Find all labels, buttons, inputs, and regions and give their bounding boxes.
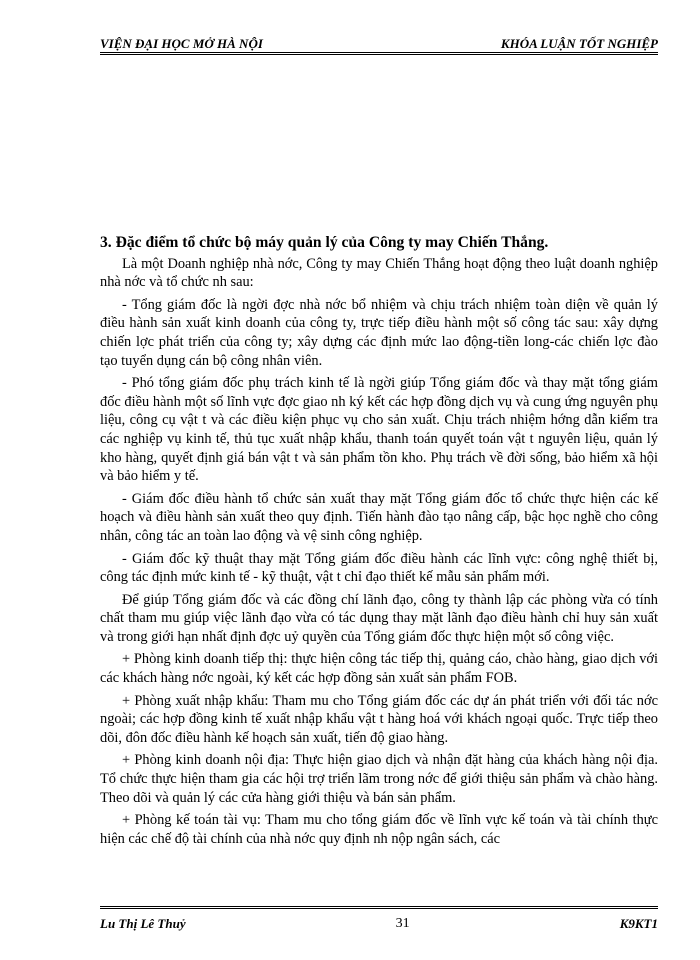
paragraph: + Phòng kinh doanh tiếp thị: thực hiện công tác tiếp thị, quảng cáo, chào hàng, giao dịch với các khách hàng nớc ngoài, ký kết các hợp đồng sản xuất sản phẩm FOB. xyxy=(100,651,658,687)
header-institution: VIỆN ĐẠI HỌC MỞ HÀ NỘI xyxy=(100,36,263,51)
footer-rule xyxy=(100,906,658,912)
paragraph: - Tổng giám đốc là ngời đợc nhà nớc bổ nhiệm và chịu trách nhiệm toàn diện về quản lý điều hành sản xuất kinh doanh của công ty, trực tiếp điều hành một số công tác sau: xây dựng chiến lợc phát triển của công ty; xây dựng các định mức lao động-tiền long-các chiến lợc đào tạo tuyển dụng cán bộ công nhân viên. xyxy=(100,296,658,369)
page-number: 31 xyxy=(395,916,410,931)
footer-author: Lu Thị Lê Thuỷ xyxy=(100,916,186,931)
page-header xyxy=(100,34,658,52)
paragraph: - Phó tổng giám đốc phụ trách kinh tế là ngời giúp Tổng giám đốc và thay mặt tổng giám đốc điều hành một số lĩnh vực đợc giao nh ký kết các hợp đồng dịch vụ và cung ứng nguyên phụ liệu, công cụ vật t và các điều kiện phục vụ cho sản xuất. Chịu trách nhiệm hớng dẫn kiểm tra các nghiệp vụ kinh tế, thủ tục xuất nhập khẩu, thanh toán quyết toán vật t nguyên liệu, quản lý kho hàng, quyết định giá bán vật t và sản phẩm tồn kho. Phụ trách về đời sống, bảo hiểm xã hội và bảo hiểm y tế. xyxy=(100,375,658,485)
section-title: 3. Đặc điểm tổ chức bộ máy quản lý của Công ty may Chiến Thắng. xyxy=(100,234,549,251)
paragraph: - Giám đốc kỹ thuật thay mặt Tổng giám đốc điều hành các lĩnh vực: công nghệ thiết bị, công tác định mức kinh tế - kỹ thuật, vật t chỉ đạo thiết kế mẫu sản phẩm mới. xyxy=(100,550,658,586)
paragraph: Là một Doanh nghiệp nhà nớc, Công ty may Chiến Thắng hoạt động theo luật doanh nghiệp nhà nớc và tổ chức nh sau: xyxy=(100,255,658,291)
page-footer xyxy=(100,914,658,934)
paragraph: + Phòng kinh doanh nội địa: Thực hiện giao dịch và nhận đặt hàng của khách hàng nội địa. Tổ chức thực hiện tham gia các hội trợ triển lãm trong nớc để giới thiệu sản phẩm và chào hàng. Theo dõi và quản lý các cửa hàng giới thiệu và bán sản phẩm. xyxy=(100,752,658,806)
paragraph: - Giám đốc điều hành tổ chức sản xuất thay mặt Tổng giám đốc tổ chức thực hiện các kế hoạch và điều hành sản xuất theo quy định. Tiến hành đào tạo nâng cấp, bậc học nghề cho công nhân, công tác an toàn lao động và vệ sinh công nghiệp. xyxy=(100,490,658,544)
paragraph: + Phòng kế toán tài vụ: Tham mu cho tổng giám đốc về lĩnh vực kế toán và tài chính thực hiện các chế độ tài chính của nhà nớc quy định nh nộp ngân sách, các xyxy=(100,812,658,847)
header-document-type: KHÓA LUẬN TỐT NGHIỆP xyxy=(500,36,658,51)
document-body xyxy=(100,234,658,852)
paragraph: + Phòng xuất nhập khẩu: Tham mu cho Tổng giám đốc các dự án phát triển với đối tác nớc ngoài; các hợp đồng kinh tế xuất nhập khẩu vật t hàng hoá với khách ngoại quốc. Trực tiếp theo dõi, đôn đốc điều hành kế hoạch sản xuất, tiến độ giao hàng. xyxy=(100,692,658,746)
header-rule xyxy=(100,52,658,58)
paragraph: Để giúp Tổng giám đốc và các đồng chí lãnh đạo, công ty thành lập các phòng vừa có tính chất tham mu giúp việc lãnh đạo vừa có tác dụng thay mặt lãnh đạo điều hành chỉ huy sản xuất và trong giới hạn nhất định đợc uỷ quyền của Tổng giám đốc thực hiện một số công việc. xyxy=(100,591,658,645)
footer-class-code: K9KT1 xyxy=(619,916,658,931)
